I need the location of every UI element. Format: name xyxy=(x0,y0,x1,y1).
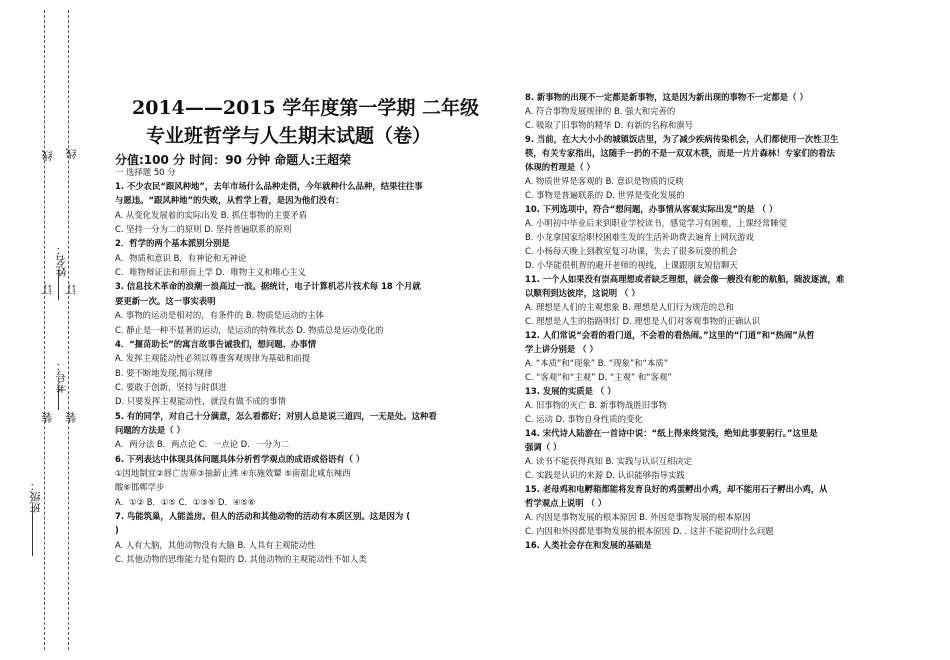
exam-title-line1: 2014——2015 学年度第一学期 二年级 xyxy=(132,97,479,119)
question-line: C. 理想是人生的指路明灯 D. 理想是人们对客观事物的正确认识 xyxy=(525,316,760,326)
question-line: 7. 鸟能筑巢，人能盖房。但人的活动和其他动物的活动有本质区别。这是因为 ( xyxy=(115,511,411,522)
question-line: 体现的哲理是（ ） xyxy=(525,162,595,172)
question-line: C. 坚持一分为二的原则 D. 坚持普遍联系的原则 xyxy=(115,224,292,235)
question-line: A. 内因是事物发展的根本原因 B. 外因是事物发展的根本原因 xyxy=(525,512,751,522)
question-line: D. 只要发挥主观能动性，就没有做不成的事情 xyxy=(115,396,286,407)
question-line: A．物质和意识 B．有神论和无神论 xyxy=(115,252,247,263)
question-line: A. 物质世界是客观的 B. 意识是物质的反映 xyxy=(525,176,684,186)
exam-meta: 分值:100 分 时间：90 分钟 命题人:王超荣 xyxy=(115,153,352,167)
exam-number-label: 考号： xyxy=(55,360,68,393)
zhuang-label-outer: 装 xyxy=(41,412,54,423)
question-line: 酸⑥邯郸学步 xyxy=(115,482,165,493)
question-line: C. 运动 D. 事物自身性质的变化 xyxy=(525,414,643,424)
question-line: 以顺利到达彼岸，这说明 （ ） xyxy=(525,288,640,298)
question-line: 15. 老母鸡和电孵箱都能将发育良好的鸡蛋孵出小鸡，却不能用石子孵出小鸡，从 xyxy=(525,484,828,494)
line-label-inner: 线 xyxy=(65,148,78,159)
line-label-outer: 线 xyxy=(41,150,54,161)
question-line: 14. 宋代诗人陆游在一首诗中说：“纸上得来终觉浅，绝知此事要躬行。”这里是 xyxy=(525,428,818,438)
question-line: C. 其他动物的思维能力是有限的 D. 其他动物的主观能动性不如人类 xyxy=(115,554,367,565)
question-line: B. 要不断地发现,揭示规律 xyxy=(115,367,213,378)
question-line: 3. 信息技术革命的浪潮一浪高过一浪。据统计，电子计算机芯片技术每 18 个月就 xyxy=(115,281,421,292)
question-line: B. 小龙拿国家给职校困难生发的生活补助费去遍育上网玩游戏 xyxy=(525,232,754,242)
question-line: 5. 有的同学，对自己十分满意，怎么看都好；对别人总是说三道四，一无是处。这种看 xyxy=(115,410,437,421)
class-field-line[interactable] xyxy=(32,506,33,556)
question-line: A. 读书不能获得真知 B. 实践与认识互相决定 xyxy=(525,456,693,466)
question-line: C. 吸取了旧事物的精华 D. 有新的名称和旗号 xyxy=(525,120,693,130)
question-line: A. 事物的运动是相对的，有条件的 B. 物质是运动的主体 xyxy=(115,310,324,321)
section-heading: 一 选择题 50 分 xyxy=(115,167,176,177)
question-line: A. 人有大脑，其他动物没有大脑 B. 人具有主观能动性 xyxy=(115,539,316,550)
question-line: C．唯物辩证法和形而上学 D．唯物主义和唯心主义 xyxy=(115,267,306,278)
question-line: ①因地制宜②唇亡齿寒③抽薪止沸 ④东施效颦 ⑤南甜北咸东辣西 xyxy=(115,468,351,478)
question-line: A. 旧事物的灭亡 B. 新事物战胜旧事物 xyxy=(525,400,667,410)
question-line: C. 实践是认识的来源 D. 认识能够指导实践 xyxy=(525,470,685,480)
exam-title-line2: 专业班哲学与人生期末试题（卷） xyxy=(146,125,432,147)
question-line: C. “客观”和“主观” D. “主观” 和“客观” xyxy=(525,372,672,382)
question-line: 2．哲学的两个基本派别分别是 xyxy=(115,238,230,249)
question-line: A．两分法 B．两点论 C．一点论 D．一分为二 xyxy=(115,439,290,450)
question-line: 4．“揠苗助长”的寓言故事告诫我们，想问题、办事情 xyxy=(115,338,317,349)
binding-margin xyxy=(0,0,80,660)
question-line: A. “本质”和“现象” B. “现象”和“本质” xyxy=(525,358,669,368)
question-line: 10. 下列选项中，符合“想问题，办事情从客观实际出发”的是 （ ） xyxy=(525,204,778,214)
question-line: C. 内因和外因都是事物发展的根本原因 D. . 这并不能说明什么问题 xyxy=(525,526,774,536)
binding-dashed-line-inner xyxy=(68,10,69,650)
question-line: 6. 下列表达中体现具体问题具体分析哲学观点的成语或俗语有（ ） xyxy=(115,453,365,464)
question-line: 要更新一次。这一事实表明 xyxy=(115,295,216,306)
question-line: A．①② B．①⑤ C．①③⑤ D．④⑤⑥ xyxy=(115,496,256,507)
ding-label-inner: 订 xyxy=(65,284,78,295)
question-line: 与愿违。“跟风种地”的失败，从哲学上看，是因为他们没有： xyxy=(115,195,344,206)
question-line: C. 小杨每天晚上到教室复习功课，失去了很多玩耍的机会 xyxy=(525,246,738,256)
name-field-line[interactable] xyxy=(58,270,59,300)
question-line: A. 符合事物发展规律的 B. 强大和完善的 xyxy=(525,106,676,116)
question-line: C. 静止是一种不显著的运动，是运动的特殊状态 D. 物质总是运动变化的 xyxy=(115,324,384,335)
question-line: A. 理想是人们的主观想象 B. 理想是人们行为规范的总和 xyxy=(525,302,734,312)
ding-label-outer: 订 xyxy=(41,284,54,295)
question-line: C. 要敢于创新，坚持与时俱进 xyxy=(115,381,227,392)
question-line: 13. 发展的实质是 （ ） xyxy=(525,386,616,396)
question-line: 1. 不少农民“跟风种地”，去年市场什么品种走俏，今年就种什么品种，结果往往事 xyxy=(115,181,423,191)
question-line: 12. 人们常说“会看的看门道，不会看的看热闹。”这里的“门道”和“热闹”从哲 xyxy=(525,330,815,340)
class-label: 班级： xyxy=(29,480,42,513)
question-line: A. 小明初中毕业后来到职业学校读书，感觉学习有困难，上课经常睡觉 xyxy=(525,218,788,228)
exam-number-field-line[interactable] xyxy=(58,386,59,410)
question-line: 哲学观点上说明 （ ） xyxy=(525,498,607,508)
question-line: 16. 人类社会存在和发展的基础是 xyxy=(525,540,652,550)
question-line: 学上讲分别是 （ ） xyxy=(525,344,598,354)
question-line: 强调（ ） xyxy=(525,442,562,452)
question-line: A. 发挥主观能动性必须以尊重客观规律为基础和前提 xyxy=(115,353,311,364)
question-line: A. 从变化发展着的实际出发 B. 抓住事物的主要矛盾 xyxy=(115,209,308,220)
name-label: 姓名： xyxy=(55,244,68,277)
question-line: 筷，有关专家指出，这随手一扔的不是一双双木筷，而是一片片森林！专家们的看法 xyxy=(525,148,835,158)
binding-dashed-line-outer xyxy=(44,10,45,650)
question-line: 11. 一个人如果没有崇高理想或者缺乏理想，就会像一艘没有舵的航船，随波逐流，难 xyxy=(525,274,845,284)
question-line: 8. 新事物的出现不一定都是新事物，这是因为新出现的事物不一定都是（ ） xyxy=(525,92,808,102)
question-line: ) xyxy=(115,525,119,536)
question-line: 9. 当前，在大大小小的城镇饭店里，为了减少疾病传染机会，人们都使用一次性卫生 xyxy=(525,134,839,144)
zhuang-label-inner: 装 xyxy=(65,412,78,423)
question-line: 问题的方法是（ ） xyxy=(115,424,185,435)
question-line: D. 小华能很机智的避开老师的视线，上课跟朋友短信聊天 xyxy=(525,260,738,270)
question-line: C. 事物是普遍联系的 D. 世界是变化发展的 xyxy=(525,190,685,200)
